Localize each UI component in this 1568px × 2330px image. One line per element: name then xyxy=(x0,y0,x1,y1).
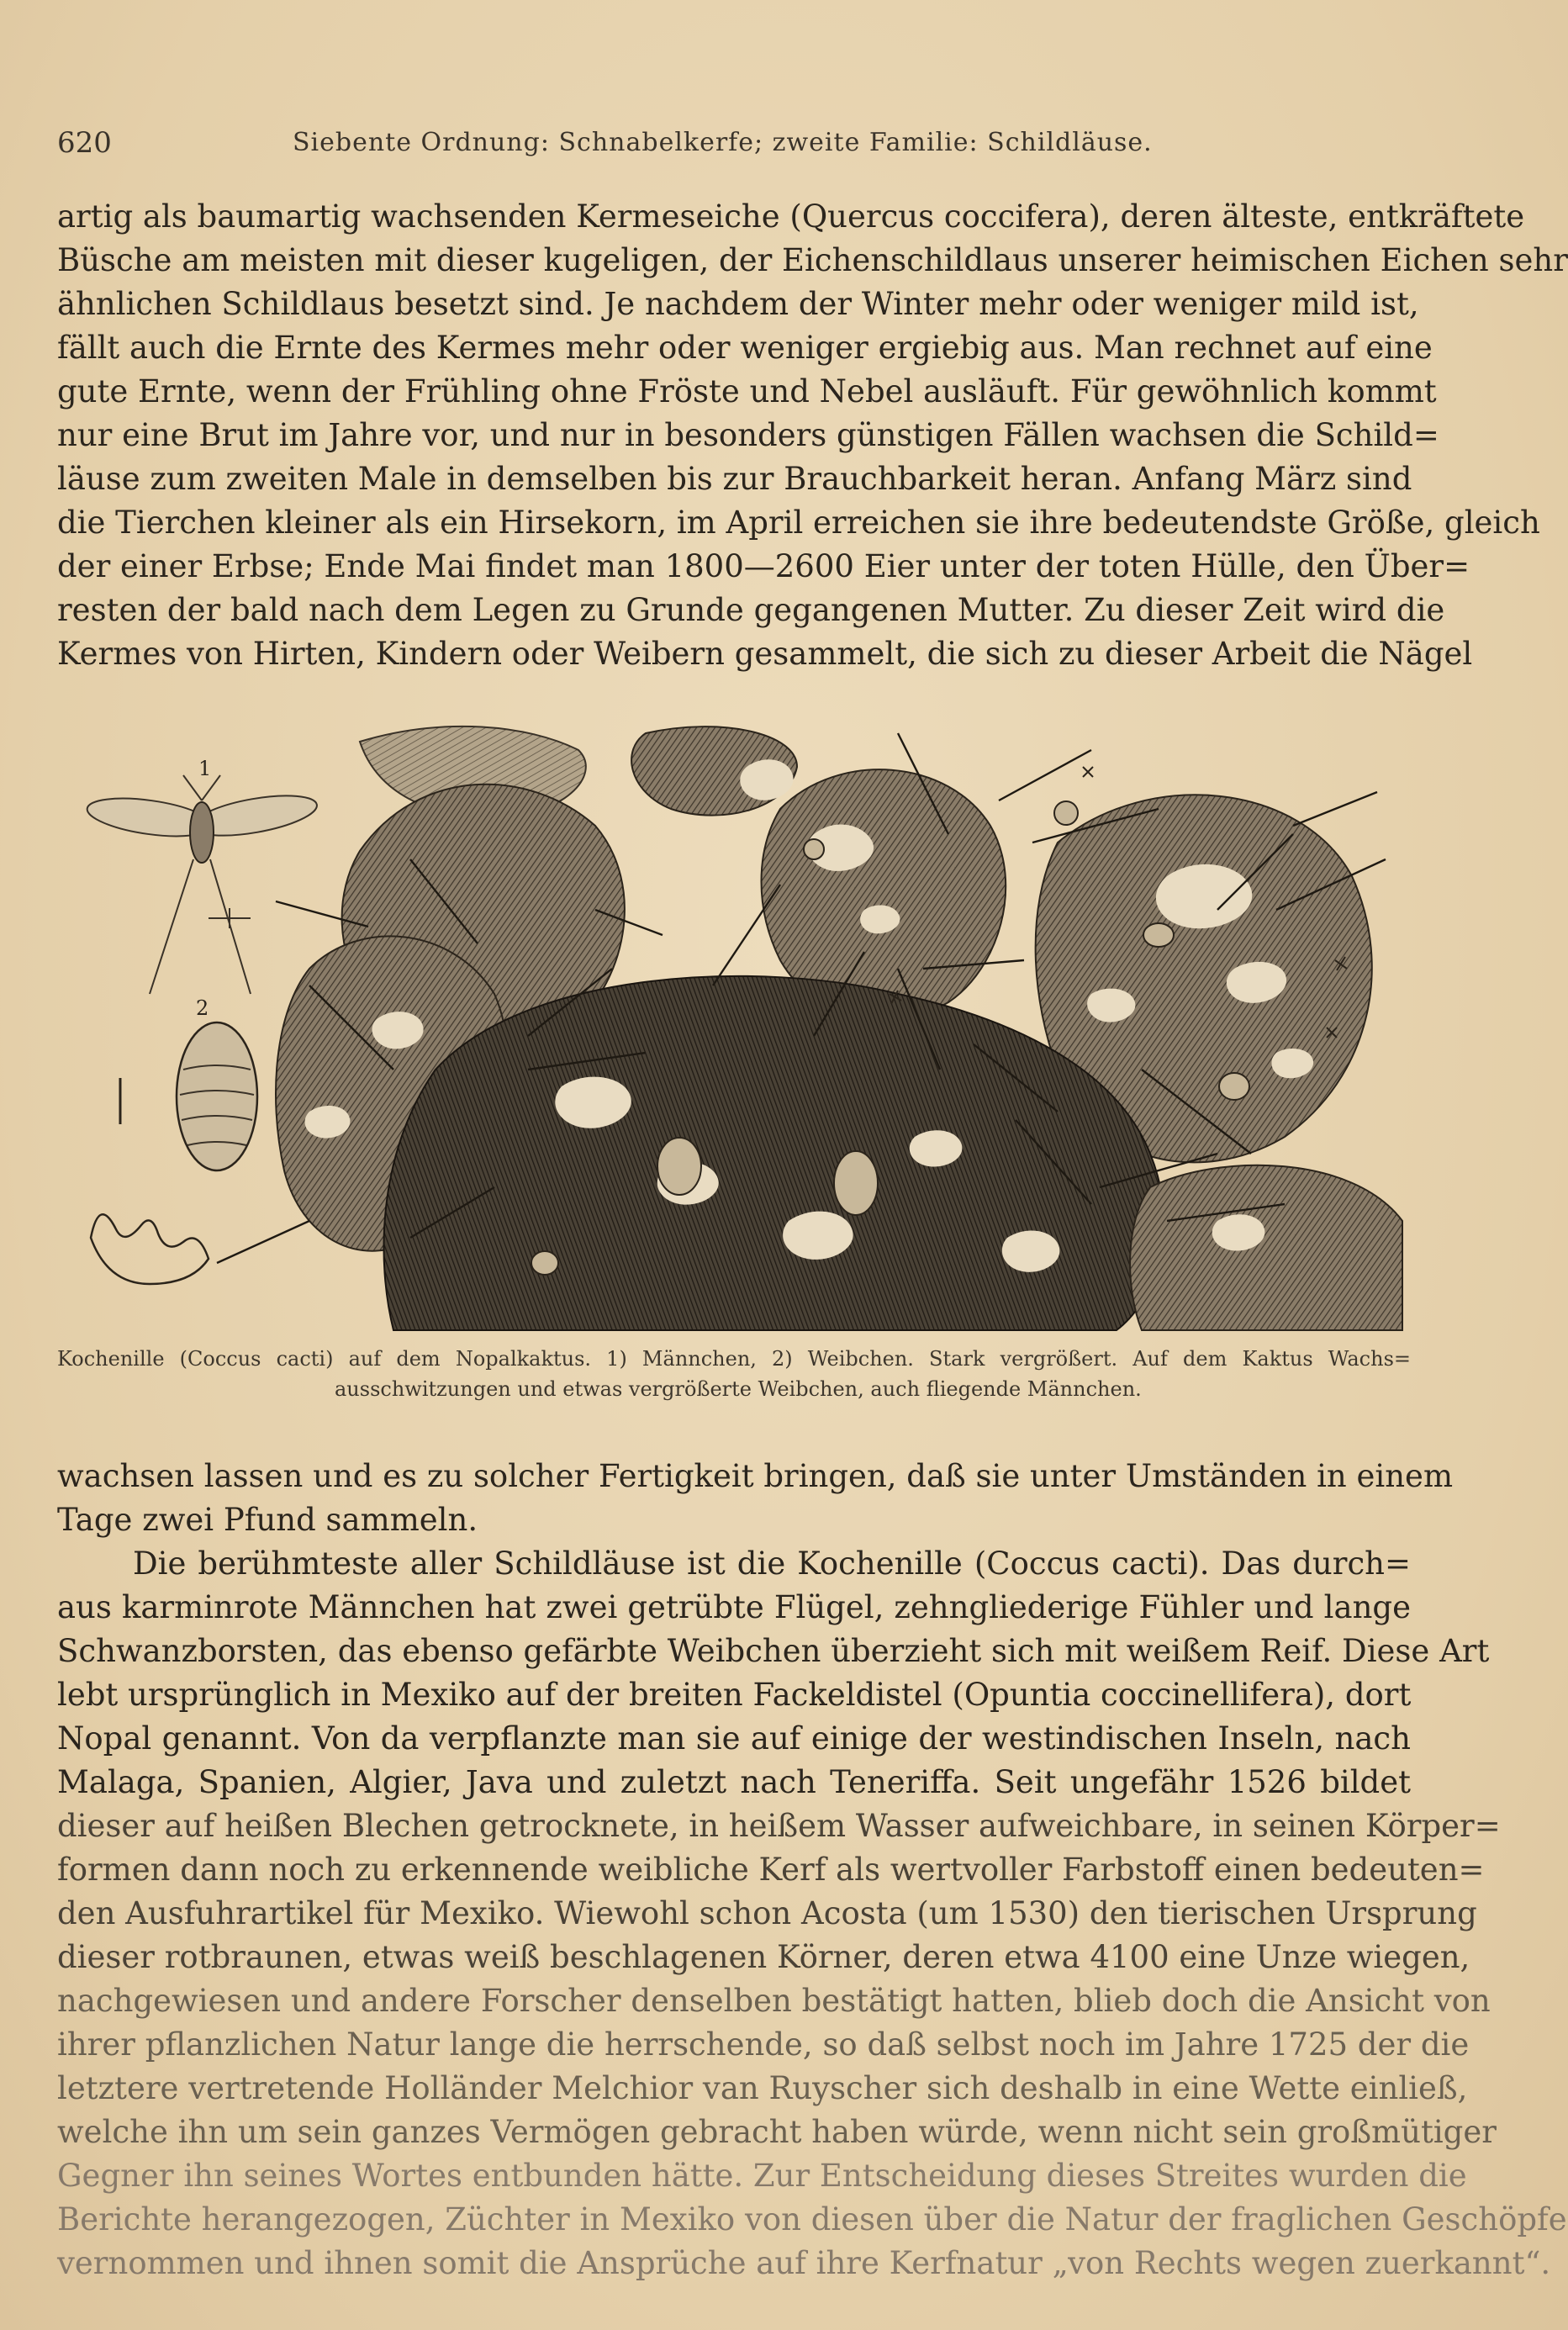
text-line: Büsche am meisten mit dieser kugeligen, der Eichenschildlaus unserer heimischen Eichen sehr xyxy=(57,242,1568,278)
text-line: aus karminrote Männchen hat zwei getrübte Flügel, zehngliederige Fühler und lange xyxy=(57,1589,1411,1625)
label-2: 2 xyxy=(196,996,209,1020)
text-line: läuse zum zweiten Male in demselben bis zur Brauchbarkeit heran. Anfang März sind xyxy=(57,461,1412,497)
caption-line: Kochenille (Coccus cacti) auf dem Nopalkaktus. 1) Männchen, 2) Weibchen. Stark vergrößert. Auf dem Kaktus Wachs= xyxy=(57,1347,1411,1371)
text-line: fällt auch die Ernte des Kermes mehr oder weniger ergiebig aus. Man rechnet auf eine xyxy=(57,330,1433,366)
text-line: die Tierchen kleiner als ein Hirsekorn, im April erreichen sie ihre bedeutendste Größe, gleich xyxy=(57,505,1540,541)
text-line: wachsen lassen und es zu solcher Fertigkeit bringen, daß sie unter Umständen in einem xyxy=(57,1458,1454,1494)
text-line: Kermes von Hirten, Kindern oder Weibern gesammelt, die sich zu dieser Arbeit die Nägel xyxy=(57,636,1473,672)
text-line: den Ausfuhrartikel für Mexiko. Wiewohl schon Acosta (um 1530) den tierischen Ursprung xyxy=(57,1895,1477,1931)
signature-text xyxy=(841,2304,842,2305)
engraving xyxy=(57,716,1402,1330)
text-line: formen dann noch zu erkennende weibliche Kerf als wertvoller Farbstoff einen bedeuten= xyxy=(57,1852,1485,1888)
text-line: dieser rotbraunen, etwas weiß beschlagenen Körner, deren etwa 4100 eine Unze wiegen, xyxy=(57,1939,1470,1975)
cactus-pad xyxy=(1130,1165,1402,1330)
male-insect-figure xyxy=(85,757,319,994)
text-line: Tage zwei Pfund sammeln. xyxy=(57,1502,478,1538)
text-line: nur eine Brut im Jahre vor, und nur in besonders günstigen Fällen wachsen die Schild= xyxy=(57,417,1439,453)
text-line: ähnlichen Schildlaus besetzt sind. Je nachdem der Winter mehr oder weniger mild ist, xyxy=(57,286,1419,322)
text-line: ihrer pflanzlichen Natur lange die herrschende, so daß selbst noch im Jahre 1725 der die xyxy=(57,2026,1470,2063)
page-header xyxy=(57,126,1402,168)
cochineal-illustration xyxy=(57,716,1402,1330)
caption-line: ausschwitzungen und etwas vergrößerte Weibchen, auch fliegende Männchen. xyxy=(335,1377,1142,1401)
text-line: resten der bald nach dem Legen zu Grunde gegangenen Mutter. Zu dieser Zeit wird die xyxy=(57,592,1445,628)
text-line: Berichte herangezogen, Züchter in Mexiko von diesen über die Natur der fraglichen Geschöpfe xyxy=(57,2201,1567,2238)
page-number: 620 xyxy=(57,126,112,160)
text-line: artig als baumartig wachsenden Kermeseiche (Quercus coccifera), deren älteste, entkräftete xyxy=(57,198,1525,235)
text-line: nachgewiesen und andere Forscher denselben bestätigt hatten, blieb doch die Ansicht von xyxy=(57,1983,1491,2019)
female-insect-figure xyxy=(120,996,257,1170)
body-text-top xyxy=(57,195,1568,676)
body-text-bottom xyxy=(57,1455,1567,2285)
text-line: Malaga, Spanien, Algier, Java und zuletzt nach Teneriffa. Seit ungefähr 1526 bildet xyxy=(57,1764,1411,1800)
text-line: vernommen und ihnen somit die Ansprüche auf ihre Kerfnatur „von Rechts wegen zuerkannt“. xyxy=(57,2245,1551,2281)
text-line: Schwanzborsten, das ebenso gefärbte Weibchen überzieht sich mit weißem Reif. Diese Art xyxy=(57,1633,1490,1669)
text-line: letztere vertretende Holländer Melchior van Ruyscher sich deshalb in eine Wette einließ, xyxy=(57,2070,1468,2106)
artist-signature xyxy=(91,1214,209,1284)
text-line: lebt ursprünglich in Mexiko auf der breiten Fackeldistel (Opuntia coccinellifera), dort xyxy=(57,1677,1412,1713)
text-line: gute Ernte, wenn der Frühling ohne Fröste und Nebel ausläuft. Für gewöhnlich kommt xyxy=(57,373,1437,409)
text-line: Gegner ihn seines Wortes entbunden hätte. Zur Entscheidung dieses Streites wurden die xyxy=(57,2158,1467,2194)
text-line: Die berühmteste aller Schildläuse ist die Kochenille (Coccus cacti). Das durch= xyxy=(133,1545,1411,1582)
text-line: dieser auf heißen Blechen getrocknete, in heißem Wasser aufweichbare, in seinen Körper= xyxy=(57,1808,1501,1844)
text-line: Nopal genannt. Von da verpflanzte man sie auf einige der westindischen Inseln, nach xyxy=(57,1720,1411,1757)
running-title: Siebente Ordnung: Schnabelkerfe; zweite Familie: Schildläuse. xyxy=(293,128,1153,157)
text-line: der einer Erbse; Ende Mai findet man 1800—2600 Eier unter der toten Hülle, den Über= xyxy=(57,548,1470,584)
label-1: 1 xyxy=(198,757,212,780)
text-line: welche ihn um sein ganzes Vermögen gebracht haben würde, wenn nicht sein großmütiger xyxy=(57,2114,1497,2150)
figure-caption xyxy=(57,1344,1411,1404)
